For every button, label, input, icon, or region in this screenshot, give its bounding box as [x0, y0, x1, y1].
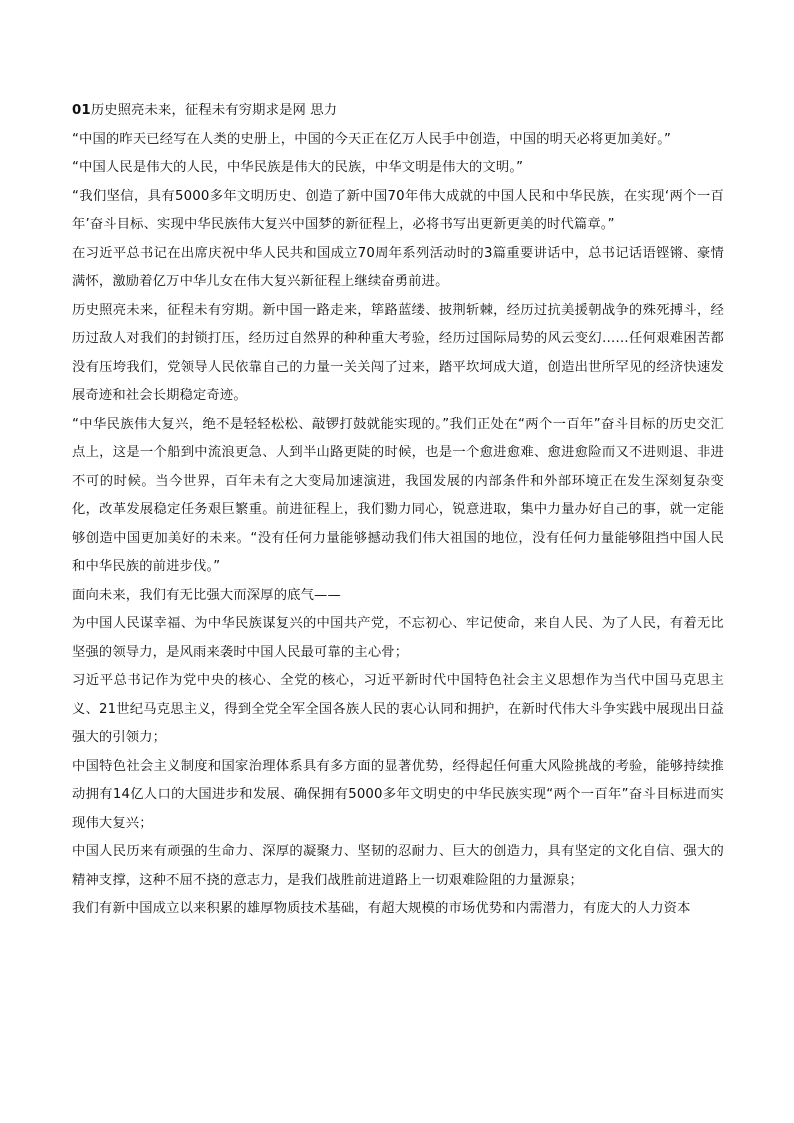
- paragraph-2: “中国人民是伟大的人民，中华民族是伟大的民族，中华文明是伟大的文明。”: [72, 160, 524, 175]
- document-page: [72, 97, 724, 924]
- paragraph-1: “中国的昨天已经写在人类的史册上，中国的今天正在亿万人民手中创造，中国的明天必将更加美好。”: [72, 131, 672, 147]
- paragraph-10: 中国特色社会主义制度和国家治理体系具有多方面的显著优势，经得起任何重大风险挑战的考验，能够持续推动拥有14亿人口的大国进步和发展、确保拥有5000多年文明史的中华民族实现“两个一百年”奋斗目标进而实现伟大复兴；: [72, 758, 724, 831]
- paragraph-11: 中国人民历来有顽强的生命力、深厚的凝聚力、坚韧的忍耐力、巨大的创造力，具有坚定的文化自信、强大的精神支撑，这种不屈不挠的意志力，是我们战胜前进道路上一切艰难险阻的力量源泉；: [72, 844, 724, 888]
- title-number: 01: [72, 103, 91, 118]
- paragraph-9: 习近平总书记作为党中央的核心、全党的核心，习近平新时代中国特色社会主义思想作为当代中国马克思主义、21世纪马克思主义，得到全党全军全国各族人民的衷心认同和拥护，在新时代伟大斗争实践中展现出日益强大的引领力；: [72, 673, 724, 745]
- paragraph-8: 为中国人民谋幸福、为中华民族谋复兴的中国共产党，不忘初心、牢记使命，来自人民、为了人民，有着无比坚强的领导力，是风雨来袭时中国人民最可靠的主心骨；: [72, 616, 724, 660]
- paragraph-12: 我们有新中国成立以来积累的雄厚物质技术基础，有超大规模的市场优势和内需潜力，有庞大的人力资本: [72, 901, 691, 916]
- document-title: [72, 97, 724, 126]
- paragraph-3: “我们坚信，具有5000多年文明历史、创造了新中国70年伟大成就的中国人民和中华民族，在实现‘两个一百年’奋斗目标、实现中华民族伟大复兴中国梦的新征程上，必将书写出更新更美的时代篇章。”: [72, 188, 724, 232]
- paragraph-6: “中华民族伟大复兴，绝不是轻轻松松、敲锣打鼓就能实现的。”我们正处在“两个一百年”奋斗目标的历史交汇点上，这是一个船到中流浪更急、人到半山路更陡的时候，也是一个愈进愈难、愈进愈险而又不进则退、非进不可的时候。当今世界，百年未有之大变局加速演进，我国发展的内部条件和外部环境正在发生深刻复杂变化，改革发展稳定任务艰巨繁重。前进征程上，我们勠力同心，锐意进取，集中力量办好自己的事，就一定能够创造中国更加美好的未来。“没有任何力量能够撼动我们伟大祖国的地位，没有任何力量能够阻挡中国人民和中华民族的前进步伐。”: [72, 416, 724, 574]
- paragraph-4: 在习近平总书记在出席庆祝中华人民共和国成立70周年系列活动时的3篇重要讲话中，总书记话语铿锵、豪情满怀，激励着亿万中华儿女在伟大复兴新征程上继续奋勇前进。: [72, 245, 724, 289]
- paragraph-7: 面向未来，我们有无比强大而深厚的底气——: [72, 587, 341, 603]
- paragraph-5: 历史照亮未来，征程未有穷期。新中国一路走来，筚路蓝缕、披荆斩棘，经历过抗美援朝战争的殊死搏斗，经历过敌人对我们的封锁打压，经历过自然界的种种重大考验，经历过国际局势的风云变幻……任何艰难困苦都没有压垮我们，党领导人民依靠自己的力量一关关闯了过来，踏平坎坷成大道，创造出世所罕见的经济快速发展奇迹和社会长期稳定奇迹。: [72, 302, 724, 403]
- title-text: 历史照亮未来，征程未有穷期求是网 思力: [90, 103, 338, 118]
